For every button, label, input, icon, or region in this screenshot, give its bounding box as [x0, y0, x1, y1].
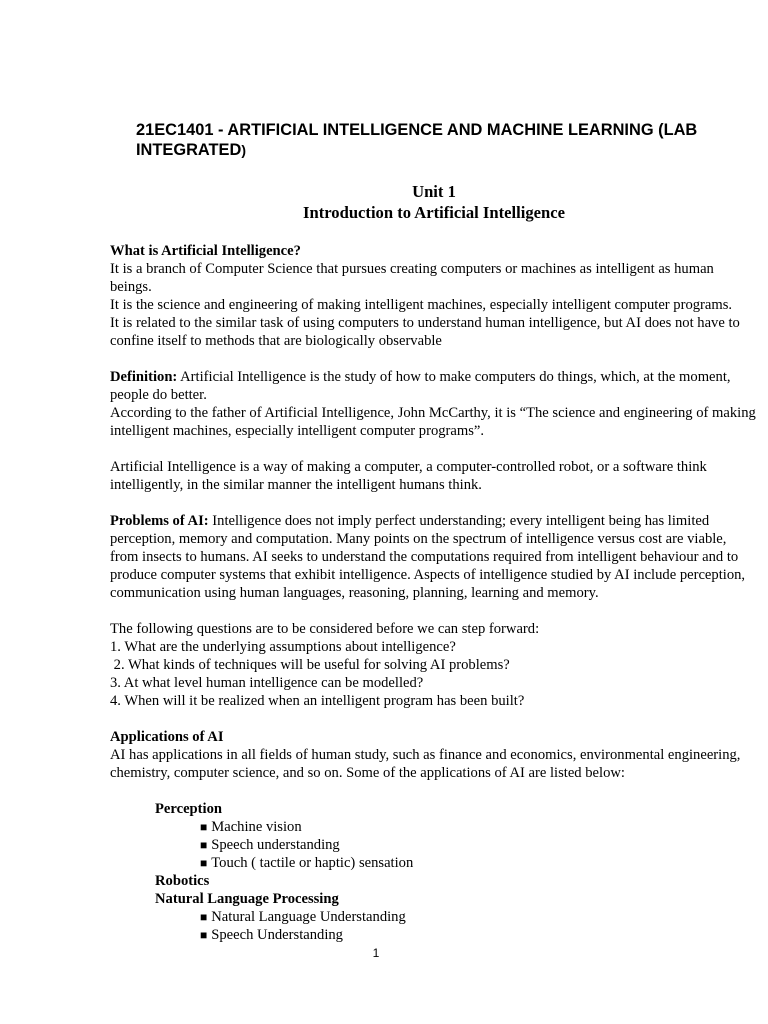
what-is-ai-heading: What is Artificial Intelligence? [110, 243, 301, 259]
bullet-icon: ■ [200, 928, 208, 942]
list-item: ■ Natural Language Understanding [200, 909, 406, 925]
unit-title: Introduction to Artificial Intelligence [303, 203, 565, 222]
problems-label: Problems of AI: [110, 513, 209, 529]
document-title-paren: ) [241, 142, 246, 158]
question-item: 4. When will it be realized when an intelligent program has been built? [110, 693, 525, 709]
unit-number: Unit 1 [412, 182, 456, 201]
perception-heading: Perception [155, 801, 223, 817]
paragraph: It is the science and engineering of making intelligent machines, especially intelligent computer programs. [110, 297, 733, 313]
list-item: ■ Touch ( tactile or haptic) sensation [200, 855, 414, 871]
list-item: ■ Speech understanding [200, 837, 340, 853]
questions-intro: The following questions are to be considered before we can step forward: [110, 621, 540, 637]
unit-header [110, 181, 758, 223]
paragraph: It is a branch of Computer Science that pursues creating computers or machines as intelligent as human beings. [110, 261, 714, 295]
problems-paragraph [110, 512, 758, 602]
list-item: ■ Speech Understanding [200, 927, 343, 943]
list-item: ■ Machine vision [200, 819, 302, 835]
definition-label: Definition: [110, 369, 178, 385]
nlp-heading: Natural Language Processing [155, 891, 339, 907]
robotics-heading: Robotics [155, 873, 210, 889]
mccarthy-quote: According to the father of Artificial Intelligence, John McCarthy, it is “The science and engineering of making intelligent machines, especially intelligent computer programs”. [110, 405, 756, 439]
question-item: 1. What are the underlying assumptions about intelligence? [110, 639, 456, 655]
definition-paragraph [110, 368, 758, 404]
document-title [136, 120, 756, 160]
bullet-icon: ■ [200, 838, 208, 852]
question-item: 3. At what level human intelligence can be modelled? [110, 675, 424, 691]
bullet-icon: ■ [200, 910, 208, 924]
page-number: 1 [372, 946, 380, 960]
problems-text: Intelligence does not imply perfect understanding; every intelligent being has limited perception, memory and computation. Many points on the spectrum of intelligence versus cost are viable, from insects to humans. AI seeks to understand the computations required from intelligent behaviour and to produce computer systems that exhibit intelligence. Aspects of intelligence studied by AI include perception, communication using human languages, reasoning, planning, learning and memory. [110, 513, 746, 601]
applications-heading: Applications of AI [110, 729, 224, 745]
document-title-text: 21EC1401 - ARTIFICIAL INTELLIGENCE AND MACHINE LEARNING (LAB INTEGRATED [136, 121, 698, 159]
document-body [110, 242, 758, 944]
applications-intro: AI has applications in all fields of human study, such as finance and economics, environmental engineering, chemistry, computer science, and so on. Some of the applications of AI are listed below: [110, 747, 741, 781]
question-item: 2. What kinds of techniques will be useful for solving AI problems? [110, 657, 510, 673]
paragraph: It is related to the similar task of using computers to understand human intelligence, but AI does not have to confine itself to methods that are biologically observable [110, 315, 740, 349]
paragraph: Artificial Intelligence is a way of making a computer, a computer-controlled robot, or a software think intelligently, in the similar manner the intelligent humans think. [110, 459, 707, 493]
definition-text: Artificial Intelligence is the study of how to make computers do things, which, at the moment, people do better. [110, 369, 731, 403]
bullet-icon: ■ [200, 820, 208, 834]
bullet-icon: ■ [200, 856, 208, 870]
